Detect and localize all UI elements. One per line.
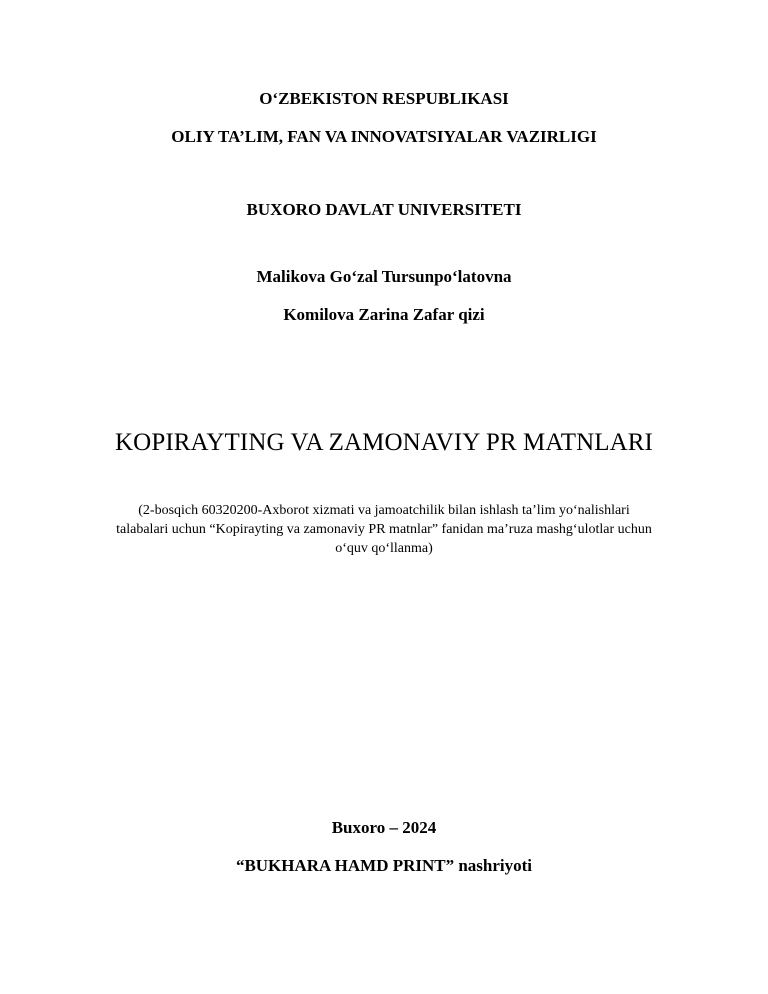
country-heading: O‘ZBEKISTON RESPUBLIKASI [259, 89, 509, 108]
subtitle-line: talabalari uchun “Kopirayting va zamonaviy PR matnlar” fanidan ma’ruza mashg‘ulotlar uchun [116, 522, 652, 537]
publisher: “BUKHARA HAMD PRINT” nashriyoti [235, 856, 533, 875]
author-name: Malikova Go‘zal Tursunpo‘latovna [256, 267, 512, 286]
subtitle-line: (2-bosqich 60320200-Axborot xizmati va jamoatchilik bilan ishlash ta’lim yo‘nalishlari [138, 503, 630, 518]
subtitle-line: o‘quv qo‘llanma) [335, 541, 433, 556]
author-name: Komilova Zarina Zafar qizi [283, 305, 485, 324]
place-year: Buxoro – 2024 [331, 818, 437, 837]
subtitle [60, 501, 708, 558]
university-heading: BUXORO DAVLAT UNIVERSITETI [246, 200, 522, 219]
book-title: KOPIRAYTING VA ZAMONAVIY PR MATNLARI [115, 429, 653, 456]
ministry-heading: OLIY TA’LIM, FAN VA INNOVATSIYALAR VAZIRLIGI [171, 127, 597, 146]
